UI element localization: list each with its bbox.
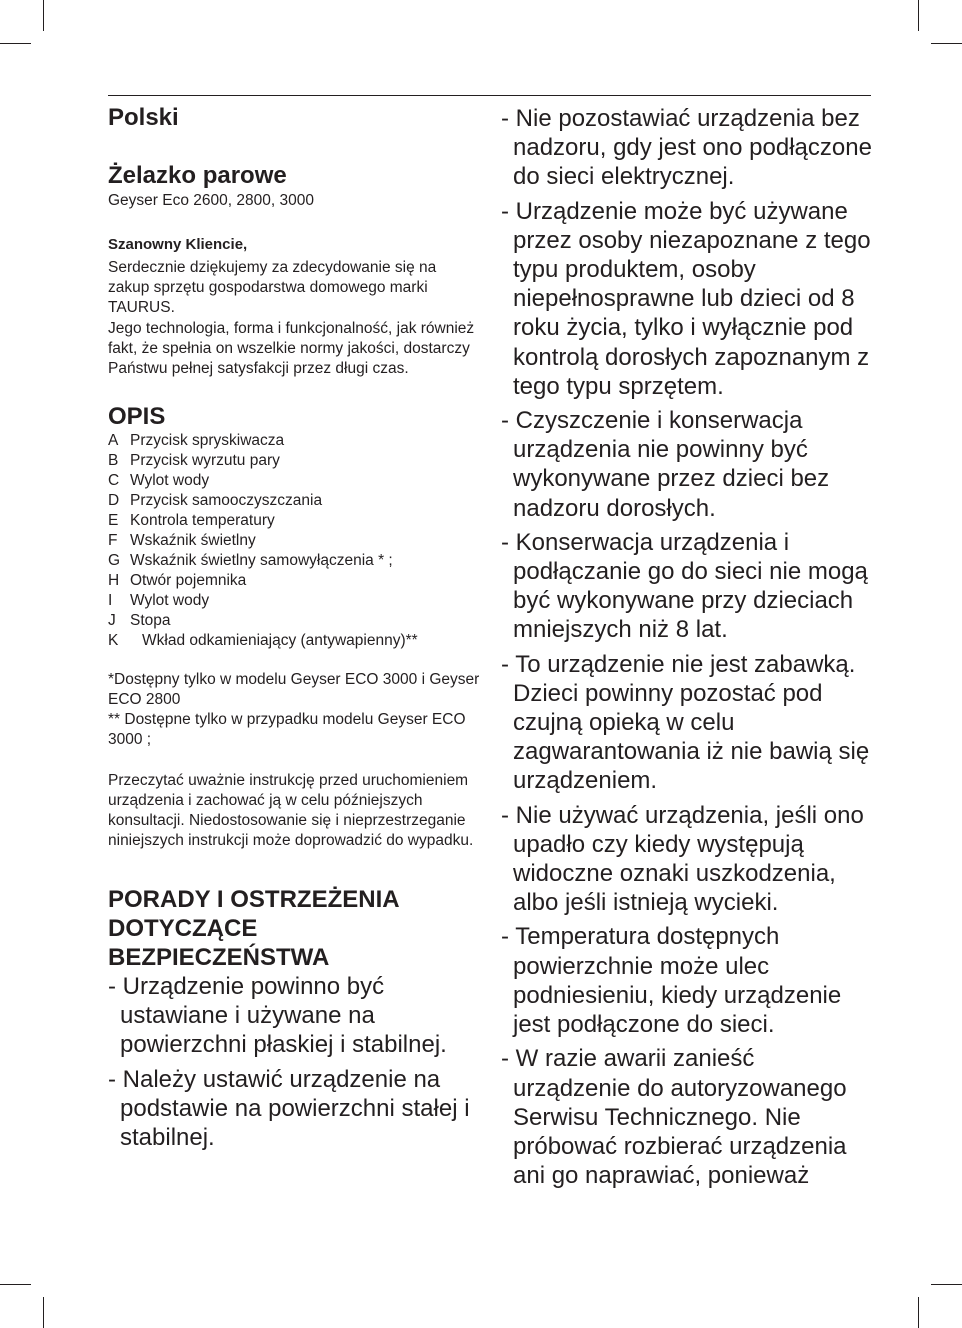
part-letter: G <box>108 552 121 569</box>
safety-item: - Konserwacja urządzenia i podłączanie go do sieci nie mogą być wykonywane przy dzieciach mniejszych niż 8 lat. <box>501 528 868 644</box>
list-item <box>108 491 480 511</box>
part-label: Stopa <box>130 612 171 629</box>
safety-item: - Czyszczenie i konserwacja urządzenia nie powinny być wykonywane przez dzieci bez nadzoru dorosłych. <box>501 407 830 522</box>
footnote: *Dostępny tylko w modelu Geyser ECO 3000 i Geyser ECO 2800 <box>108 671 480 708</box>
list-item <box>108 571 480 591</box>
safety-item: - Urządzenie powinno być ustawiane i używane na powierzchni płaskiej i stabilnej. <box>108 973 447 1059</box>
description-heading: OPIS <box>108 403 166 430</box>
part-letter: B <box>108 452 119 469</box>
intro-paragraph: Jego technologia, forma i funkcjonalność, jak również fakt, że spełnia on wszelkie normy jakości, dostarczy Państwu pełnej satysfakcji przez długi czas. <box>108 320 475 377</box>
part-letter: J <box>108 612 116 629</box>
part-label: Otwór pojemnika <box>130 572 247 589</box>
part-letter: E <box>108 512 119 529</box>
list-item <box>108 511 480 531</box>
safety-item: - W razie awarii zanieść urządzenie do autoryzowanego Serwisu Technicznego. Nie próbować rozbierać urządzenia ani go naprawiać, ponieważ <box>501 1045 847 1190</box>
list-item <box>108 431 480 451</box>
part-label: Wylot wody <box>130 472 210 489</box>
crop-mark-top-left <box>43 0 44 31</box>
part-label: Przycisk wyrzutu pary <box>130 452 280 469</box>
list-item <box>108 551 480 571</box>
part-label: Wkład odkamieniający (antywapienny)** <box>142 632 418 649</box>
safety-heading: PORADY I OSTRZEŻENIA DOTYCZĄCE BEZPIECZEŃSTWA <box>108 886 399 971</box>
crop-mark-bottom-left <box>0 1284 31 1285</box>
part-letter: F <box>108 532 118 549</box>
list-item <box>108 471 480 491</box>
product-title: Żelazko parowe <box>108 162 287 189</box>
list-item <box>108 531 480 551</box>
list-item <box>108 631 480 651</box>
part-label: Przycisk spryskiwacza <box>130 432 285 449</box>
crop-mark-top-right <box>918 0 919 31</box>
part-label: Kontrola temperatury <box>130 512 275 529</box>
parts-list <box>108 431 480 651</box>
safety-item: - Nie używać urządzenia, jeśli ono upadło czy kiedy występują widoczne oznaki uszkodzenia, albo jeśli istnieją wycieki. <box>501 801 864 917</box>
footnotes <box>108 670 480 750</box>
header-rule <box>108 95 871 96</box>
list-item <box>108 451 480 471</box>
safety-item: - Temperatura dostępnych powierzchnie może ulec podniesieniu, kiedy urządzenie jest podłączone do sieci. <box>501 923 842 1039</box>
crop-mark-top-right <box>931 43 962 44</box>
language-heading: Polski <box>108 104 179 131</box>
part-letter: K <box>108 632 119 649</box>
part-letter: I <box>108 592 113 609</box>
list-item <box>108 611 480 631</box>
part-label: Wskaźnik świetlny <box>130 532 256 549</box>
part-letter: A <box>108 432 119 449</box>
read-instructions-note: Przeczytać uważnie instrukcję przed uruchomieniem urządzenia i zachować ją w celu późniejszych konsultacji. Niedostosowanie się i nieprzestrzeganie niniejszych instrukcji może doprowadzić do wypadku. <box>108 772 474 849</box>
safety-item: - To urządzenie nie jest zabawką. Dzieci powinny pozostać pod czujną opieką w celu zagwarantowania iż nie bawią się urządzeniem. <box>501 650 870 795</box>
safety-item: - Urządzenie może być używane przez osoby niezapoznane z tego typu produktem, osoby niepełnosprawne lub dzieci od 8 roku życia, tylko i wyłącznie pod kontrolą dorosłych zapoznanym z tego typu sprzętem. <box>501 197 871 400</box>
part-label: Przycisk samooczyszczania <box>130 492 323 509</box>
model-list: Geyser Eco 2600, 2800, 3000 <box>108 192 314 209</box>
part-letter: H <box>108 572 120 589</box>
crop-mark-top-left <box>0 43 31 44</box>
footnote: ** Dostępne tylko w przypadku modelu Geyser ECO 3000 ; <box>108 711 466 748</box>
left-column <box>108 104 480 1157</box>
list-item <box>108 591 480 611</box>
safety-item: - Należy ustawić urządzenie na podstawie na powierzchni stałej i stabilnej. <box>108 1065 470 1152</box>
part-letter: D <box>108 492 120 509</box>
greeting: Szanowny Kliencie, <box>108 236 248 253</box>
part-label: Wskaźnik świetlny samowyłączenia * ; <box>130 552 393 569</box>
crop-mark-bottom-right <box>918 1297 919 1328</box>
part-label: Wylot wody <box>130 592 210 609</box>
part-letter: C <box>108 472 120 489</box>
crop-mark-bottom-left <box>43 1297 44 1328</box>
safety-item: - Nie pozostawiać urządzenia bez nadzoru, gdy jest ono podłączone do sieci elektrycznej. <box>501 105 872 191</box>
crop-mark-bottom-right <box>931 1284 962 1285</box>
intro-paragraph: Serdecznie dziękujemy za zdecydowanie się na zakup sprzętu gospodarstwa domowego marki TAURUS. <box>108 259 437 316</box>
right-column <box>501 104 873 1195</box>
